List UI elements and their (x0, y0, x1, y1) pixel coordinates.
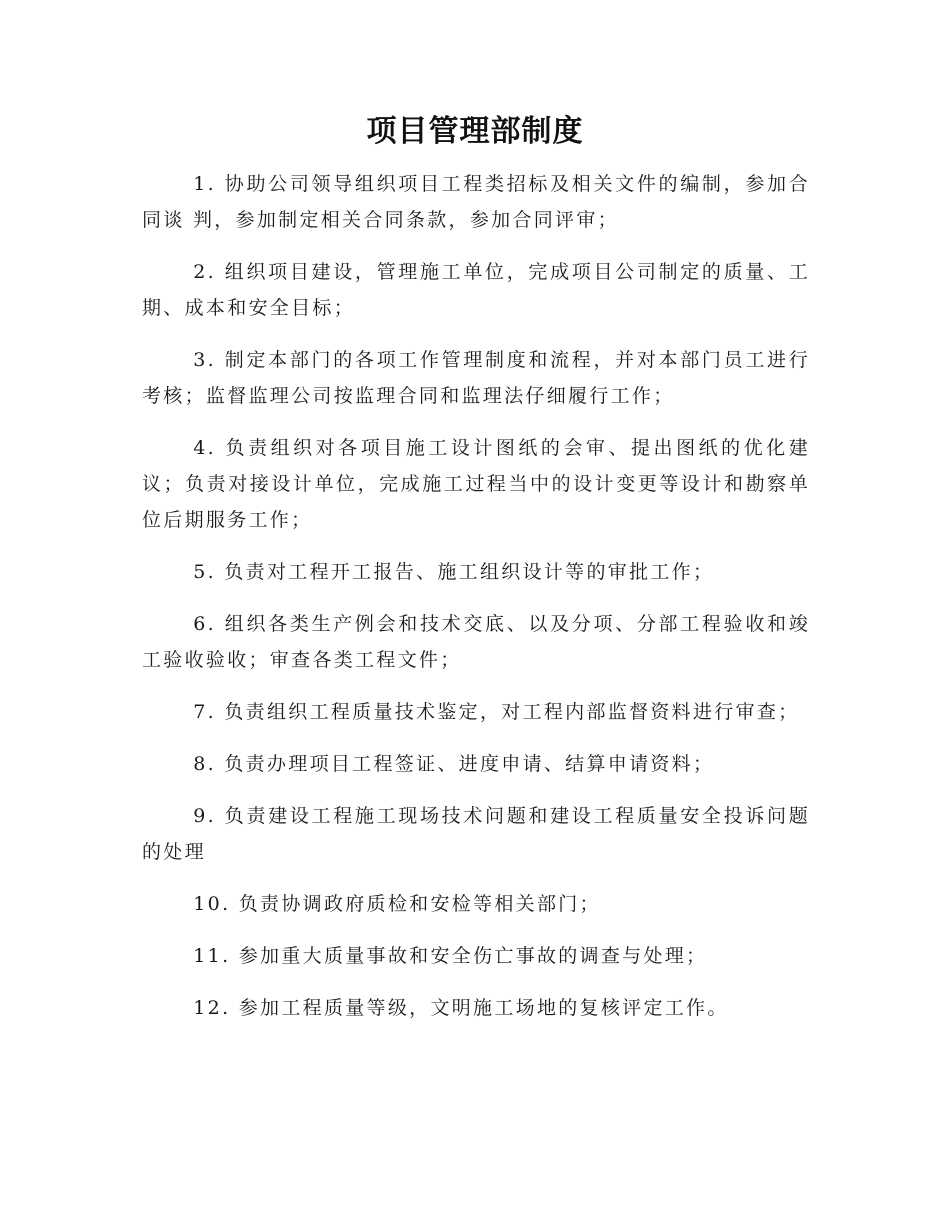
list-item-1: 1. 协助公司领导组织项目工程类招标及相关文件的编制，参加合同谈 判，参加制定相关合同条款，参加合同评审； (142, 173, 810, 231)
list-item-6: 6. 组织各类生产例会和技术交底、以及分项、分部工程验收和竣工验收验收；审查各类工程文件； (142, 613, 810, 671)
list-item-9: 9. 负责建设工程施工现场技术问题和建设工程质量安全投诉问题的处理 (142, 805, 810, 863)
list-item-3: 3. 制定本部门的各项工作管理制度和流程，并对本部门员工进行考核；监督监理公司按监理合同和监理法仔细履行工作； (142, 349, 810, 407)
list-item-7: 7. 负责组织工程质量技术鉴定，对工程内部监督资料进行审查； (193, 701, 800, 723)
document-body (142, 166, 810, 1042)
list-item-10: 10. 负责协调政府质检和安检等相关部门； (193, 893, 601, 915)
list-item-12: 12. 参加工程质量等级，文明施工场地的复核评定工作。 (193, 997, 729, 1019)
list-item-5: 5. 负责对工程开工报告、施工组织设计等的审批工作； (193, 561, 715, 583)
list-item-11: 11. 参加重大质量事故和安全伤亡事故的调查与处理； (193, 945, 708, 967)
list-item-4: 4. 负责组织对各项目施工设计图纸的会审、提出图纸的优化建议；负责对接设计单位，完成施工过程当中的设计变更等设计和勘察单位后期服务工作； (142, 437, 810, 531)
list-item-8: 8. 负责办理项目工程签证、进度申请、结算申请资料； (193, 753, 715, 775)
list-item-2: 2. 组织项目建设，管理施工单位，完成项目公司制定的质量、工期、成本和安全目标； (142, 261, 810, 319)
document-title: 项目管理部制度 (366, 114, 584, 149)
